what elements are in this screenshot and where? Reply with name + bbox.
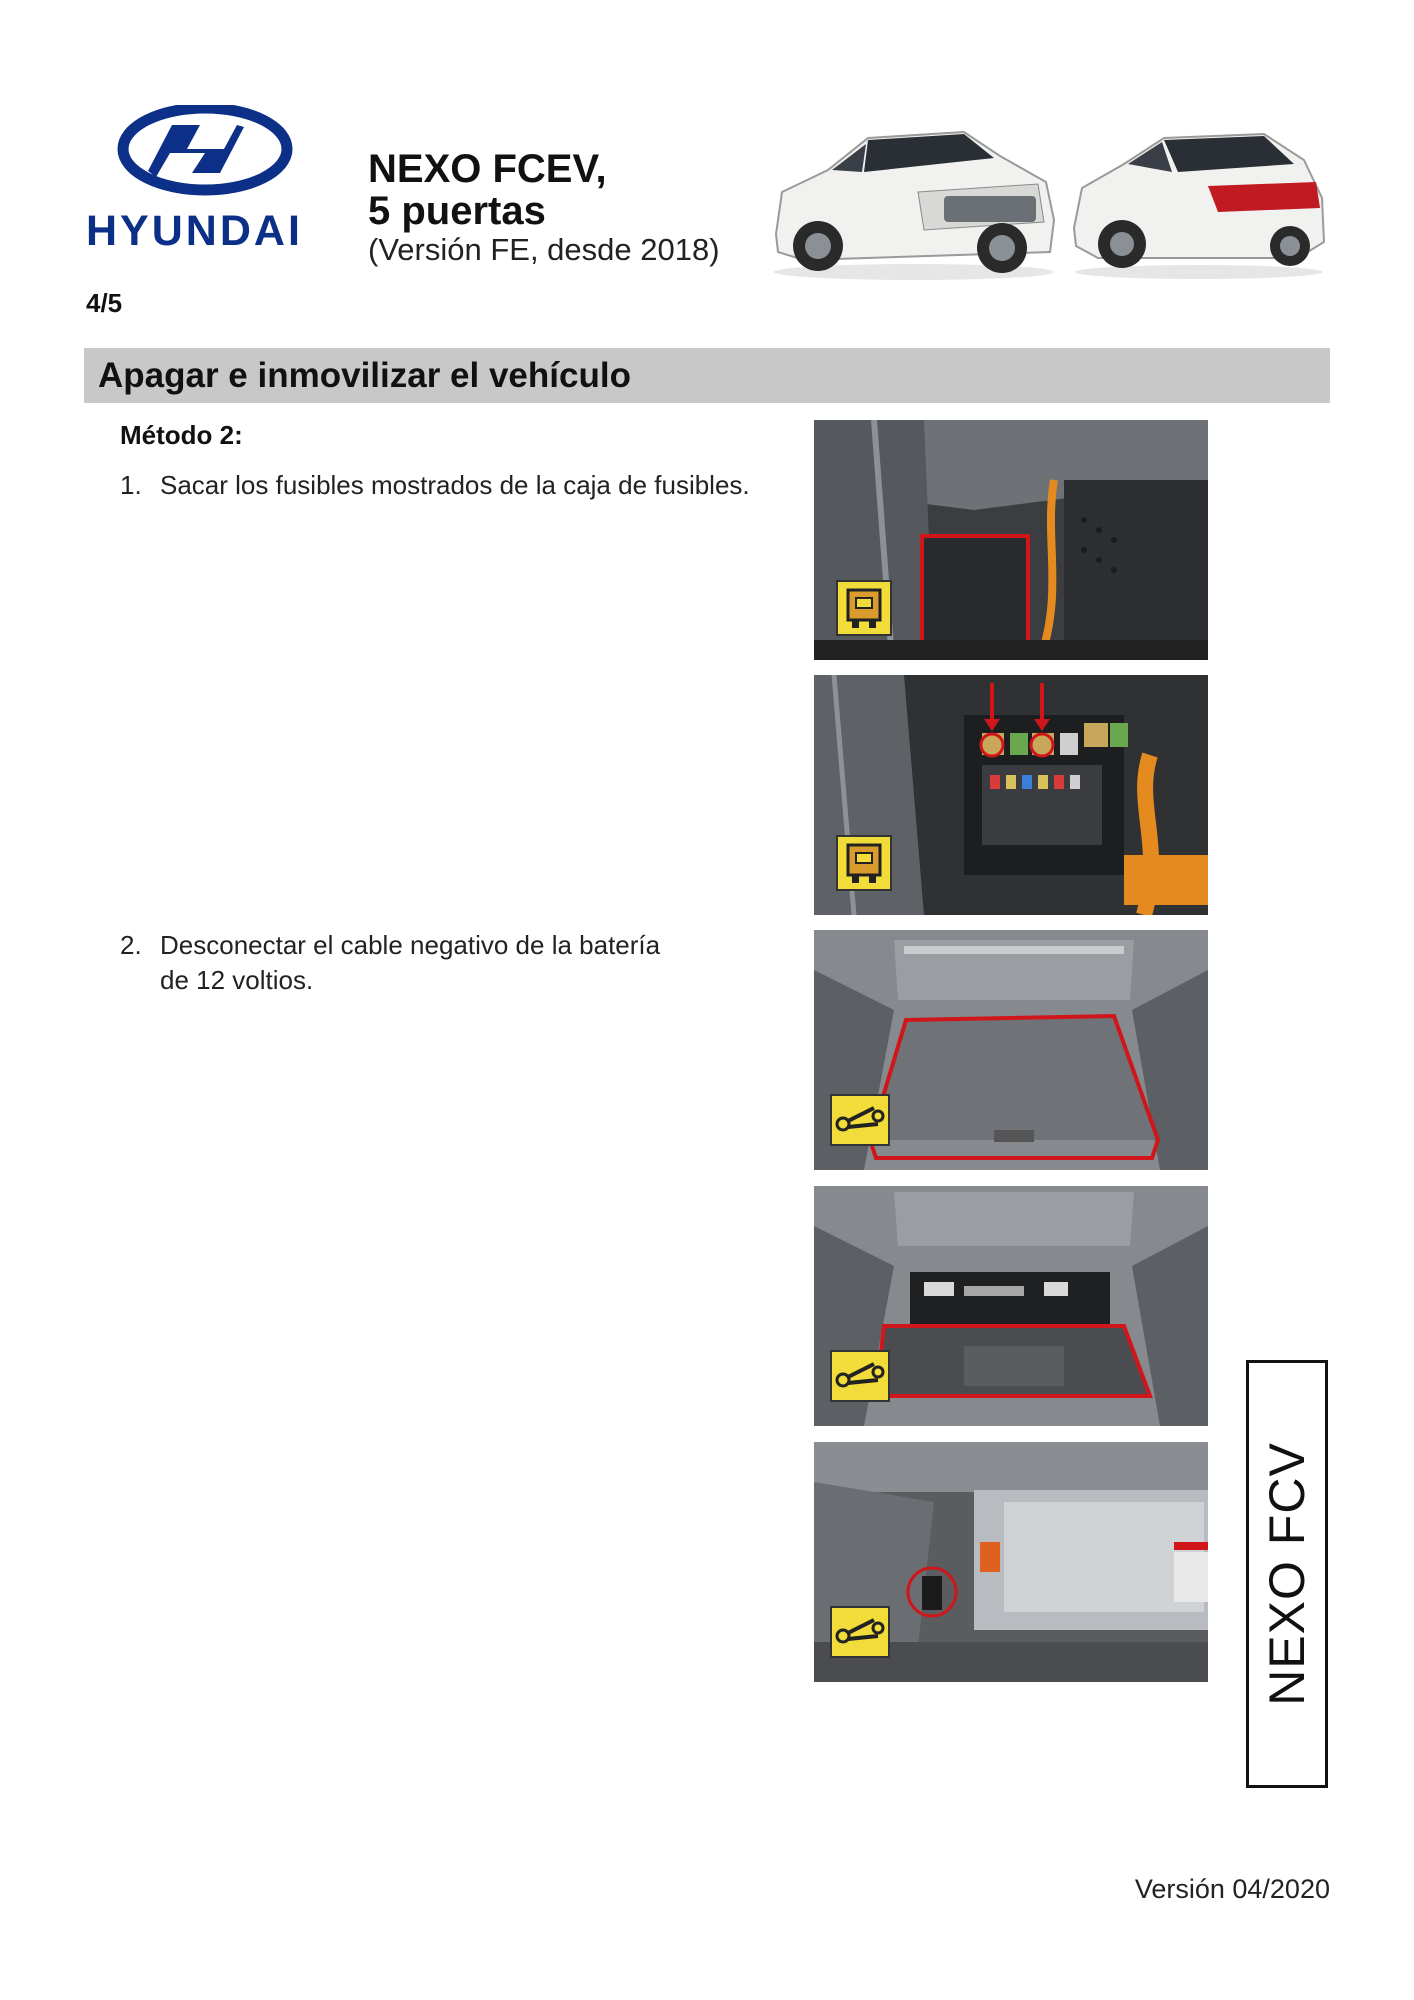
- car-front-image: [768, 122, 1060, 282]
- step-text: [160, 928, 660, 998]
- battery-cable-icon: [830, 1094, 890, 1146]
- fuse-box-icon: [836, 580, 892, 636]
- model-title: [368, 148, 607, 232]
- step-text: Sacar los fusibles mostrados de la caja de fusibles.: [160, 470, 750, 500]
- fuse-box-icon: [836, 835, 892, 891]
- model-title-line1: NEXO FCEV,: [368, 147, 607, 191]
- side-tab-label: NEXO FCV: [1259, 1442, 1315, 1706]
- section-title: Apagar e inmovilizar el vehículo: [98, 356, 631, 395]
- page-number: 4/5: [86, 288, 123, 318]
- side-tab-model: [1246, 1360, 1328, 1788]
- instruction-step-1: [120, 468, 800, 508]
- step-number: 1.: [120, 470, 142, 500]
- hyundai-logo: [84, 105, 330, 255]
- photo-battery-negative-terminal: [814, 1442, 1208, 1682]
- method-title: Método 2:: [120, 420, 243, 450]
- model-subtitle: (Versión FE, desde 2018): [368, 232, 720, 267]
- step-number: 2.: [120, 930, 142, 960]
- photo-trunk-floor-cover: [814, 930, 1208, 1170]
- battery-cable-icon: [830, 1606, 890, 1658]
- battery-cable-icon: [830, 1350, 890, 1402]
- brand-wordmark: HYUNDAI: [86, 207, 303, 255]
- model-title-line2: 5 puertas: [368, 189, 546, 233]
- document-version: Versión 04/2020: [1134, 1874, 1330, 1904]
- step-text-line2: de 12 voltios.: [160, 965, 314, 995]
- photo-engine-bay-fuse-box: [814, 420, 1208, 660]
- instruction-step-2: [120, 928, 740, 1008]
- step-text-line1: Desconectar el cable negativo de la batería: [160, 930, 661, 960]
- section-header-bar: [84, 348, 1330, 403]
- photo-open-fuse-box: [814, 675, 1208, 915]
- car-rear-image: [1068, 124, 1330, 280]
- photo-trunk-floor-open: [814, 1186, 1208, 1426]
